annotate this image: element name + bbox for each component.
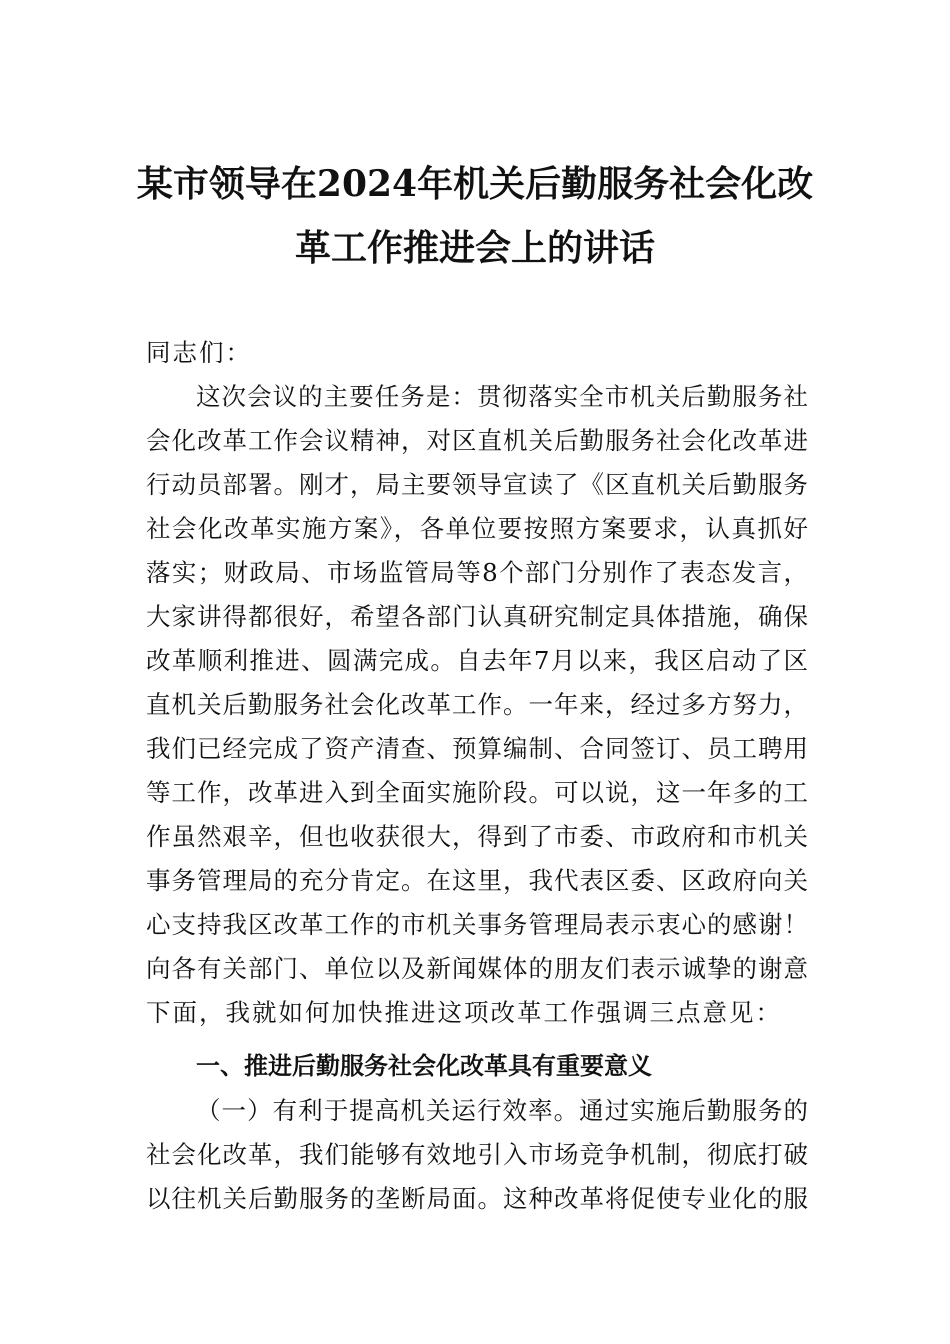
paragraph-1-line: 这次会议的主要任务是：贯彻落实全市机关后勤服务社	[196, 382, 808, 411]
paragraph-2-line: 以往机关后勤服务的垄断局面。这种改革将促使专业化的服	[146, 1184, 808, 1213]
document-title-line-1: 某市领导在2024年机关后勤服务社会化改	[136, 163, 814, 205]
paragraph-1-line: 心支持我区改革工作的市机关事务管理局表示衷心的感谢！	[146, 910, 808, 939]
paragraph-1-line: 事务管理局的充分肯定。在这里，我代表区委、区政府向关	[146, 866, 808, 895]
paragraph-1-line: 下面，我就如何加快推进这项改革工作强调三点意见：	[146, 998, 782, 1027]
paragraph-1-line: 行动员部署。刚才，局主要领导宣读了《区直机关后勤服务	[146, 470, 808, 499]
section-heading: 一、推进后勤服务社会化改革具有重要意义	[196, 1052, 652, 1080]
paragraph-1-line: 等工作，改革进入到全面实施阶段。可以说，这一年多的工	[146, 778, 808, 807]
paragraph-1-line: 向各有关部门、单位以及新闻媒体的朋友们表示诚挚的谢意	[146, 954, 808, 983]
paragraph-1-line: 社会化改革实施方案》，各单位要按照方案要求，认真抓好	[146, 514, 808, 543]
paragraph-2-line: （一）有利于提高机关运行效率。通过实施后勤服务的	[196, 1096, 808, 1125]
document-title-line-2: 革工作推进会上的讲话	[294, 227, 655, 269]
paragraph-1-line: 改革顺利推进、圆满完成。自去年7月以来，我区启动了区	[146, 646, 808, 675]
paragraph-1-line: 直机关后勤服务社会化改革工作。一年来，经过多方努力，	[146, 690, 808, 719]
paragraph-1-line: 大家讲得都很好，希望各部门认真研究制定具体措施，确保	[146, 602, 808, 631]
salutation: 同志们：	[146, 338, 252, 367]
paragraph-1-line: 会化改革工作会议精神，对区直机关后勤服务社会化改革进	[146, 426, 808, 455]
paragraph-1-line: 落实；财政局、市场监管局等8个部门分别作了表态发言，	[146, 558, 808, 587]
paragraph-1-line: 我们已经完成了资产清查、预算编制、合同签订、员工聘用	[146, 734, 808, 763]
paragraph-1-line: 作虽然艰辛，但也收获很大，得到了市委、市政府和市机关	[146, 822, 808, 851]
paragraph-2-line: 社会化改革，我们能够有效地引入市场竞争机制，彻底打破	[146, 1140, 808, 1169]
